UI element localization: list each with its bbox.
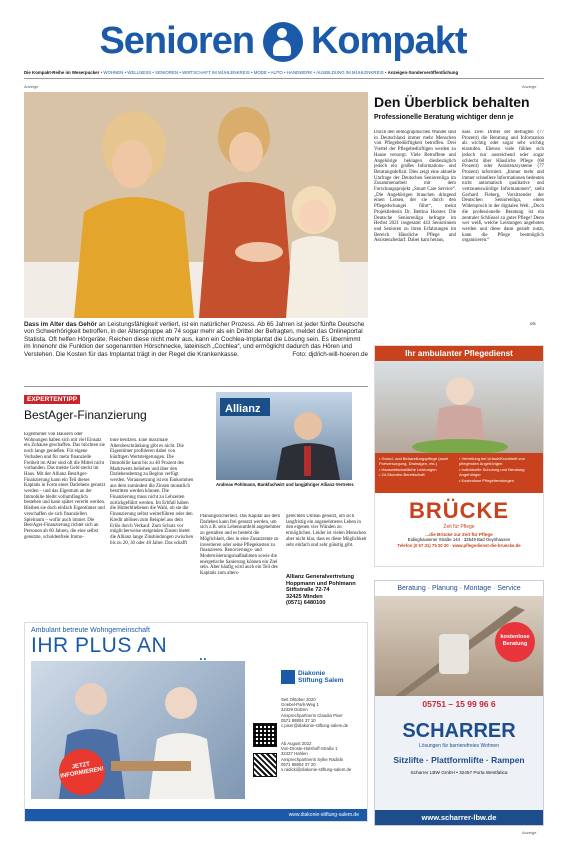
ad-pflegedienst xyxy=(374,345,544,567)
ad-diakonie-org xyxy=(298,670,344,684)
masthead xyxy=(0,20,566,70)
ad-pflege-phone: Telefon (0 57 31) 75 20 20 · www.pflegedienst-die-bruecke.de xyxy=(397,543,521,548)
article2-contact-line: (0571) 6480100 xyxy=(286,600,326,607)
ad-diakonie-org2: Stiftung Salem xyxy=(298,677,344,684)
ad-scharrer-company: Scharrer LBW GmbH • 32457 Porta Westfalica xyxy=(410,770,508,775)
ad-diakonie-headline: IHR PLUS AN xyxy=(31,634,168,657)
article2-contact-line: Allianz Generalvertretung xyxy=(286,574,355,580)
ad-scharrer-top: Beratung · Planung · Montage · Service xyxy=(375,581,543,596)
article2-col4: gerechten Umbau genutzt, um sich langfristig ein angenehmeres Leben in den eigenen vier Wänden zu ermöglichen. Leider ist vielen Menschen aber nicht klar, dass es diese Möglichkeit sehr einfach und sehr günstig gibt. xyxy=(286,514,367,548)
ad-pflege-col2 xyxy=(459,456,539,490)
qr-code-icon xyxy=(253,723,277,747)
ad-pflege-line2: Eidinghausener Straße 144 · 32549 Bad Oeynhausen xyxy=(407,537,511,542)
article2-col3: Planungssicherheit. Das Kapital aus dem Darlehen kann frei genutzt werden, um sich z.B. sein Lebensumfeld angenehmer zu gestalten und es besteht die Möglichkeit, dies in eine Zusatzrente zu investieren oder seine Pflegekosten zu finanzieren. Renovierungs- und Modernisierungsmaßnahmen sowie die energetische Sanierung können ein Ziel sein. Aber häufig wird auch ein Teil des Kapitals zum alters- xyxy=(200,514,281,577)
addr2-line: Von-Droste-Hülshoff-Straße 1 xyxy=(281,746,338,752)
page-mark-bottom: Anzeige xyxy=(522,830,537,835)
strap-tagline: Die Kompakt-Reihe im Weserpucker xyxy=(24,70,100,75)
masthead-left: Senioren xyxy=(99,20,255,62)
diakonie-cross-icon xyxy=(281,670,295,684)
ad-diakonie xyxy=(24,622,368,822)
ad-pflege-col2-item: • Vertretung bei Urlaub/Krankheit von pflegenden Angehörigen xyxy=(459,456,525,467)
article2-photo-sign: Allianz xyxy=(225,403,261,415)
addr2-line: 0571 88804 37 20 xyxy=(281,761,316,767)
article2-contact xyxy=(286,574,368,607)
ad-diakonie-photo xyxy=(31,661,245,799)
ad-scharrer-name: SCHARRER xyxy=(402,720,516,742)
article2-photo xyxy=(216,392,352,480)
article1-end: ots xyxy=(530,322,536,327)
article1-col1: Durch den demographischen Wandel sind in Deutschland immer mehr Menschen von Pflegebedürftigkeit betroffen. Drei Viertel der Pflegebedürftigen werden zu Hause versorgt. Viele Betroffene und Angehörige beklagen diesbezüglich jedoch ein großes Informations- und Beratungsdefizit. Dies zeigt eine aktuelle Umfrage der Deutschen Seniorenliga im Zusammenarbeit mit dem Forschungsprojekt „Smart Care Service“. „Die Angehörigen brauchen dringend einen Lotsen, der sie durch den Pflegedschungel führt“, meint Projektleiterin Dr. Bettina Horster. Die Deutsche Seniorenliga befragte im Herbst 2021 insgesamt 443 Seniorinnen und Senioren zu ihren Erfahrungen im Bereich Häusliche Pflege und Assistenzbedarf. Dabei kam heraus, xyxy=(374,130,456,244)
addr1-line: Ansprechpartnerin Claudia Pixer xyxy=(281,712,343,718)
ad-pflege-logo xyxy=(375,493,543,532)
ad-pflege-illustration xyxy=(375,361,544,453)
article1-subtitle: Professionelle Beratung wichtiger denn je xyxy=(374,114,514,121)
ad-scharrer xyxy=(374,580,544,826)
qr-code-icon xyxy=(253,753,277,777)
senior-logo-icon xyxy=(263,22,303,62)
article2-photo-illustration xyxy=(216,392,352,480)
ad-scharrer-badge: kostenlose Beratung xyxy=(495,622,535,662)
article1-title: Den Überblick behalten xyxy=(374,94,530,110)
article2-contact-line: 32425 Minden xyxy=(286,593,323,600)
hero-photo xyxy=(24,92,368,318)
ad-pflege-col1-item: • Hauswirtschaftliche Leistungen xyxy=(379,466,437,472)
ad-pflege-photo xyxy=(375,361,543,453)
ad-pflege-col2-item: • Kostenlose Pflegeberatungen xyxy=(459,477,514,483)
ad-scharrer-logo xyxy=(375,712,543,751)
hero-caption-credit: Foto: djd/ich-will-hoeren.de xyxy=(292,350,368,358)
hero-caption xyxy=(24,321,368,381)
addr1-line: Seit Oktober 2020 xyxy=(281,697,316,702)
article2-photo-caption: Andreas Pohlmann, Bankfachwirt und langjähriger Allianz-Vertreter. xyxy=(216,482,355,487)
article2-tag: EXPERTENTIPP xyxy=(24,395,80,404)
page-mark-left: Anzeige xyxy=(24,84,39,89)
ad-pflege-line1: ...die Brücke zur Zeit für Pflege xyxy=(425,532,493,537)
ad-diakonie-addr1 xyxy=(281,697,365,728)
strap-topics: • WOHNEN • WELLNESS • SENIOREN • WIRTSCHAFT IM MÜHLENKREIS • MODE • AUTO • HANDWERK • AUSBILDUNG IM MÜHLENKREIS • xyxy=(100,70,387,75)
addr2-line: s.radicki@diakonie-stiftung-salem.de xyxy=(281,767,352,773)
ad-pflege-col1 xyxy=(379,456,459,490)
ad-pflege-logo-text: BRÜCKE xyxy=(408,498,510,523)
ad-pflege-col2-item: • Individuelle Schulung und Beratung Angehöriger xyxy=(459,466,525,478)
ad-diakonie-org1: Diakonie xyxy=(298,669,326,677)
article2-col2: bilie besitzen. Eine maximale Altersbeschränkung gibt es nicht. Die Eigentümer profitieren dabei von künftigen Wertsteigerungen. Die Immobilie kann bis zu 40 Prozent des Marktwerts beliehen und über den Darlehensbetrag zu Beginn verfügt werden. Voraussetzung ist ein Einkommen aus dem zumindest die Zinsen monatlich bestritten werden können. Die Finanzierung muss nicht zu Lebzeiten zurückgeführt werden. Im Erbfall haben die Hinterbliebenen die Wahl, ob sie die Finanzierung selbst weiterführen oder den Kredit ablösen zum Beispiel aus dem Erlös durch Verkauf. Zum Schutz vor möglicherweise steigenden Zinsen bietet die Allianz lange Zinsbindungen zwischen bis zu 20, 30 oder 40 Jahre. Das schafft xyxy=(110,438,194,546)
hero-caption-text: an Leistungsfähigkeit verliert, ist ein natürlicher Prozess. Ab 65 Jahren ist jeder fünfte Deutsche von Schwerhörigkeit betroffen, in der Altersgruppe ab 74 sogar mehr als ein Drittel der Befragten, meldet das Onlineportal Statista. Oft helfen Hörgeräte. Reichen diese nicht mehr aus, kann ein Cochlea-Implantat die Lösung sein. Es übernimmt im Innenohr die Funktion der sogenannten Hörschnecke, lateinisch „Cochlea“, und ermöglicht dadurch das Hören und Verstehen. Die Kosten für das Implantat trägt in der Regel die Krankenkasse. xyxy=(24,321,365,358)
hero-caption-lead: Dass im Alter das Gehör xyxy=(24,321,97,328)
ad-diakonie-logo xyxy=(281,663,363,691)
addr1-line: Goebel-Park-Weg 1 xyxy=(281,702,319,708)
ad-diakonie-addr2 xyxy=(281,741,365,772)
addr2-line: Ansprechpartnerin Sylke Radicki xyxy=(281,756,344,762)
addr2-line: Ab August 2022 xyxy=(281,741,312,746)
ad-pflege-logo-sub: Zeit für Pflege xyxy=(443,524,475,530)
masthead-right: Kompakt xyxy=(310,20,467,62)
addr2-line: 32427 Hahlen xyxy=(281,751,308,757)
strapline xyxy=(24,70,544,75)
ad-pflege-services xyxy=(375,453,543,493)
article1-col2: dass zwei Drittel der Befragten (77 Prozent) die Beratung und Information als wichtig oder sogar sehr wichtig einstufen. Ebenso viele fühlen sich jedoch nur ausreichend oder sogar schlecht über Häusliche Pflege (68 Prozent) oder Assistenzsysteme (77 Prozent) informiert. „Immer mehr und immer schnellere Informationen bedeuten nicht automatisch qualitative und vertrauenswürdige Informationen“, sieht Gerhard Fleberg, Vorsitzender der Deutschen Seniorenliga, einen Widerspruch in der digitalen Welt. „Doch die professionelle Beratung ist ein zentraler Schlüssel zu guter Pflege! Denn wer weiß, welche Leistungen angeboten werden und diese dann gezielt nutzt, kann die Pflege bestmöglich organisieren.“ xyxy=(462,130,544,244)
ad-pflege-title: Ihr ambulanter Pflegedienst xyxy=(375,346,543,361)
strap-suffix: Anzeigen-Sonderveröffentlichung xyxy=(387,70,459,75)
header-divider xyxy=(24,78,544,79)
ad-scharrer-web: www.scharrer-lbw.de xyxy=(375,810,543,825)
ad-diakonie-badge: JETZT INFORMIEREN! xyxy=(55,745,108,798)
ad-diakonie-kicker: Ambulant betreute Wohngemeinschaft xyxy=(31,627,150,634)
article2-contact-line: Stiftstraße 72-74 xyxy=(286,587,330,594)
article2-title: BestAger-Finanzierung xyxy=(24,408,147,422)
ad-diakonie-web: www.diakonie-stiftung-salem.de xyxy=(25,809,367,821)
section-divider xyxy=(24,386,368,387)
addr1-line: 32429 Dützen xyxy=(281,707,308,713)
ad-scharrer-phone: 05751 – 15 99 96 6 xyxy=(422,699,496,709)
addr1-line: 0571 88804 37 10 xyxy=(281,717,316,723)
ad-pflege-col1-item: • 24-Stunden-Bereitschaft xyxy=(379,472,425,478)
article2-contact-line: Hoppmann und Pohlmann xyxy=(286,580,356,587)
addr1-line: c.pixer@diakonie-stiftung-salem.de xyxy=(281,723,349,729)
ad-scharrer-products: Sitzlifte · Plattformlifte · Rampen xyxy=(393,755,525,765)
ad-scharrer-photo xyxy=(375,596,543,696)
ad-scharrer-slogan: Lösungen für barrierefreies Wohnen xyxy=(419,743,499,749)
ad-pflege-col1-item: • Grund- und Behandlungspflege (auch Portversorgung, Drainagen, etc.) xyxy=(379,456,449,467)
hero-photo-illustration xyxy=(24,92,368,318)
article2-col1: Eigentümer von Häusern oder Wohnungen haben sich mit viel Einsatz ein Zuhause geschaffen. Das möchten sie noch lange genießen. Für eigene Vorhaben und für mehr finanzielle Freiheit im Alter sind oft die Mittel nicht vorhanden. Das meiste Geld steckt im Haus. Mit der Allianz BestAger-Finanzierung kann ein Teil dieses Kapitals in Form eines Darlehens genutzt werden – und das Eigentum an der Immobilie bleibt vollumfänglich bestehen und kann später vererbt werden. Bleiben sie doch einfach Eigentümer und verschaffen sie sich finanziellen Spielraum – wofür auch immer. Die BestAger-Finanzierung richtet sich an Personen ab 60 Jahren, die eine selbst genutzte, schuldenfreie Immo- xyxy=(24,432,106,540)
page-mark-right: Anzeige xyxy=(522,84,537,89)
